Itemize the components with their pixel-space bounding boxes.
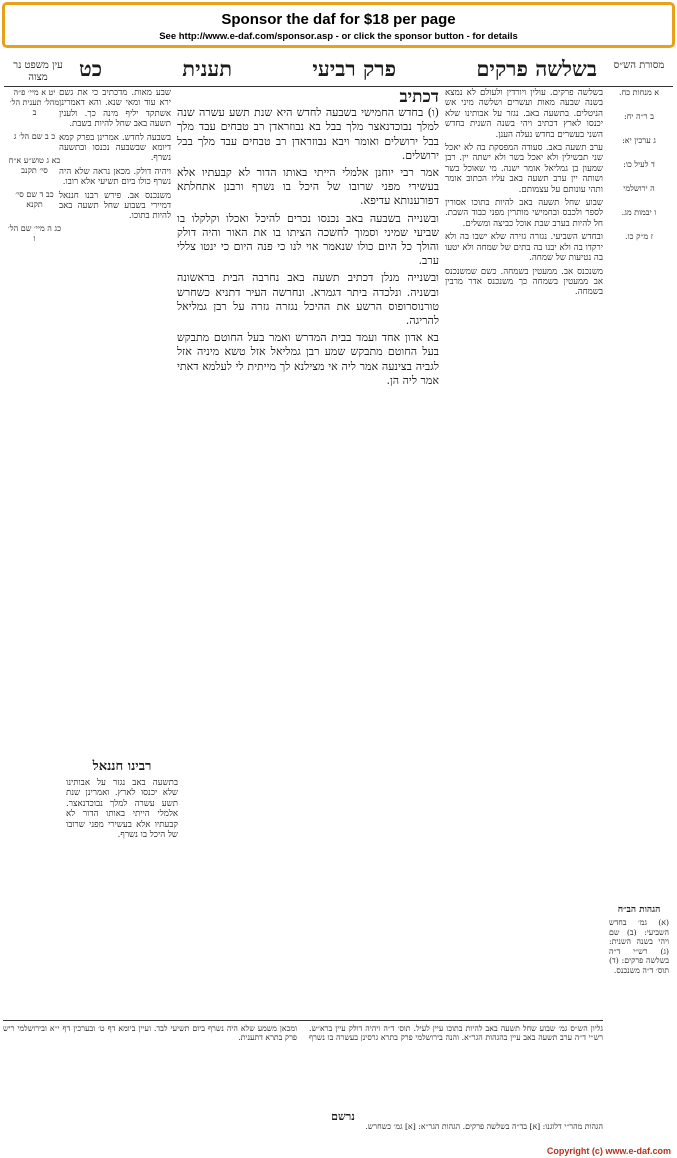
- bottom-notes: גליון הש״ס גמ׳ שבוע שחל תשעה באב להיות בתוכו עיין לעיל. תוס׳ ד״ה ויהיה דולק עיין ברא״ש. רש״י ד״ה ערב תשעה באב עיין בהגהות הגר״א. והנה בירושלמי פרק בתרא גרסינן בעשרה בו נשרף ומכאן משמע שלא היה נשרף ביום תשיעי לבד. ועיין ביומא דף ט׳ ובערכין דף י״א ובירושלמי ריש פרק בתרא דתענית.: [3, 1024, 603, 1043]
- gemara-paragraph: ובשנייה מנלן דכתיב תשעה באב נחרבה הבית בראשונה ובשניה. ונלכדה ביתר דגמרא. ונחרשה העיר דתניא כשחרש טורנוסרופוס הרשע את ההיכל נגזרה גזרה על רבן גמליאל להריגה.: [177, 271, 439, 328]
- rashi-column: [445, 88, 603, 988]
- sponsor-title: Sponsor the daf for $18 per page: [221, 11, 456, 28]
- tosafot-paragraph: ויהיה דולק. מכאן נראה שלא היה נשרף כולו ביום תשיעי אלא רובו.: [59, 166, 171, 188]
- gilyon-title: נרשם: [331, 1110, 355, 1123]
- talmud-page: [4, 54, 673, 1139]
- rashi-paragraph: ערב תשעה באב. סעודה המפסקת בה לא יאכל שני תבשילין ולא יאכל בשר ולא ישתה יין. רבן שמעון בן גמליאל אומר ישנה. מי שאוכל בשר ושותה יין ערב תשעה באב עליו הכתוב אומר ותהי עונותם על עצמותם.: [445, 143, 603, 195]
- masoret-reference: ג ערכין יא:: [622, 136, 656, 145]
- page-header: [73, 54, 603, 84]
- masoret-hashas-label: מסורת הש״ס: [613, 60, 665, 71]
- copyright-link[interactable]: Copyright (c) www.e-daf.com: [546, 1146, 671, 1156]
- chapter-number: פרק רביעי: [312, 56, 397, 81]
- rashi-paragraph: משנכנס אב. ממעטין בשמחה. כשם שמשנכנס אב ממעטין בשמחה כך משנכנס אדר מרבין בשמחה.: [445, 266, 603, 298]
- ein-mishpat-reference: כב ד שם סי׳ תקנא: [15, 190, 54, 209]
- masoret-reference: ו יבמות מג.: [621, 208, 657, 217]
- hagahot-title: הגהות הב״ח: [617, 905, 661, 915]
- chananel-title: רבינו חננאל: [92, 759, 152, 774]
- hagahot-text: (א) גמ׳ בחדש השביעי: (ב) שם ויהי בשנה השנית: (ג) רש״י ד״ה בשלשה פרקים: (ד) תוס׳ ד״ה משנכנס.: [609, 918, 669, 975]
- sponsor-banner[interactable]: [2, 2, 675, 48]
- sponsor-subtitle: See http://www.e-daf.com/sponsor.asp - or click the sponsor button - for details: [159, 31, 518, 42]
- header-rule: [4, 86, 673, 87]
- ein-mishpat-reference: כ ב שם הל׳ ג: [13, 132, 56, 141]
- masoret-reference: ד לעיל כו:: [623, 160, 655, 169]
- tosafot-paragraph: משנכנס אב. פירש רבנו חננאל דמיירי בשבוע שחל תשעה באב להיות בתוכו.: [59, 190, 171, 222]
- margin-references-left: [8, 88, 61, 1128]
- chapter-title: בשלשה פרקים: [476, 56, 597, 81]
- gemara-paragraph: (ו) בחדש החמישי בשבעה לחדש היא שנת תשע עשרה שנה למלך נבוכדנאצר מלך בבל בא נבוזראדן רב טבחים עבד מלך בבל ירושלים ואומר ויבא נבוזראדן רב טבחים עבד מלך בבל ירושלים.: [177, 106, 439, 162]
- masoret-reference: ה ירושלמי: [623, 184, 655, 193]
- gemara-paragraph: בא אדון אחד ועמד בבית המדרש ואמר בעל החוטם מתבקש בעל החוטם מתבקש שמע רבן גמליאל אזל טשא מיניה אזל לגביה בצינעה אמר ליה אי מצילנא לך מייתית לי לעלמא דאתי אמר ליה הן.: [177, 331, 439, 387]
- gemara-column: [177, 88, 439, 1018]
- ein-mishpat-reference: יט א מיי׳ פ״ה מהל׳ תענית הל׳ ב: [9, 88, 60, 117]
- masoret-reference: ז מ״ק כו.: [625, 232, 653, 241]
- masoret-reference: ב ר״ה יח:: [623, 112, 655, 121]
- rashi-paragraph: ובחדש השביעי. נגזרה גזירה שלא ישבו בה ולא ירקדו בה ולא יבנו בה בתים של שמחה ולא יטעו בה נטיעות של שמחה.: [445, 232, 603, 264]
- gilyon-text: הגהות מהר״י דלוגנו: [א] בד״ה בשלשה פרקים. הגהות הגר״א: [א] גמ׳ כשחרש.: [365, 1122, 603, 1131]
- rashi-paragraph: בשלשה פרקים. עולין ויורדין ולעולם לא נמצא בשנה שבעה מאות ועשרים ושלשה מיני אש הניטלים. בתשעה באב. נגזר על אבותינו שלא יכנסו לארץ דכתיב ויהי בשנה השנית בחדש השני בעשרים בחדש נעלה הענן.: [445, 88, 603, 140]
- gemara-paragraph: אמר רבי יוחנן אלמלי הייתי באותו הדור לא קבעתיו אלא בעשירי מפני שרובו של היכל בו נשרף ורבנן אתחלתא דפורענותא עדיפא.: [177, 166, 439, 208]
- gemara-paragraph: ובשנייה בשבעה באב נכנסו נכרים להיכל ואכלו וקלקלו בו שביעי שמיני וסמוך לחשכה הציתו בו את האור והיה דולק והולך כל היום כולו שנאמר אוי לנו כי פנה היום כי ינטו צללי ערב.: [177, 211, 439, 268]
- tosafot-paragraph: בשבעה לחדש. אמרינן בפרק קמא דיומא שבשבעה נכנסו ובתשעה נשרף.: [59, 132, 171, 164]
- ein-mishpat-reference: כא ג טוש״ע א״ח סי׳ תקנב: [8, 156, 61, 175]
- ein-mishpat-label: עין משפט נר מצוה: [13, 60, 63, 83]
- rashi-paragraph: שבוע שחל תשעה באב להיות בתוכו אסורין לספר ולכבס ובחמישי מותרין מפני כבוד השבת. חל להיות בערב שבת אוכל כביצה ומשלים.: [445, 198, 603, 229]
- tractate-name: תענית: [182, 56, 233, 81]
- tosafot-paragraph: שבע מאות. מדכתיב כי את גשם ירא עוד ומאי שנא. והא דאמרינן אשתקד יליף מינה כך. ולענין תשעה באב שחל להיות בשבת.: [59, 88, 171, 130]
- tosafot-column: [59, 88, 171, 808]
- notes-rule: [3, 1020, 603, 1021]
- gemara-opening-word: דכתיב: [399, 88, 439, 107]
- daf-number: כט: [79, 56, 102, 81]
- ein-mishpat-reference: כג ה מיי׳ שם הל׳ ו: [8, 224, 61, 243]
- chananel-text: בתשעה באב נגזר על אבותינו שלא יכנסו לארץ. ואמרינן שנת תשע עשרה למלך נבוכדנאצר. אלמלי הייתי באותו הדור לא קבעתיו אלא בעשירי מפני שרובו של היכל בו נשרף.: [66, 778, 178, 841]
- masoret-reference: א מנחות כח.: [618, 88, 660, 97]
